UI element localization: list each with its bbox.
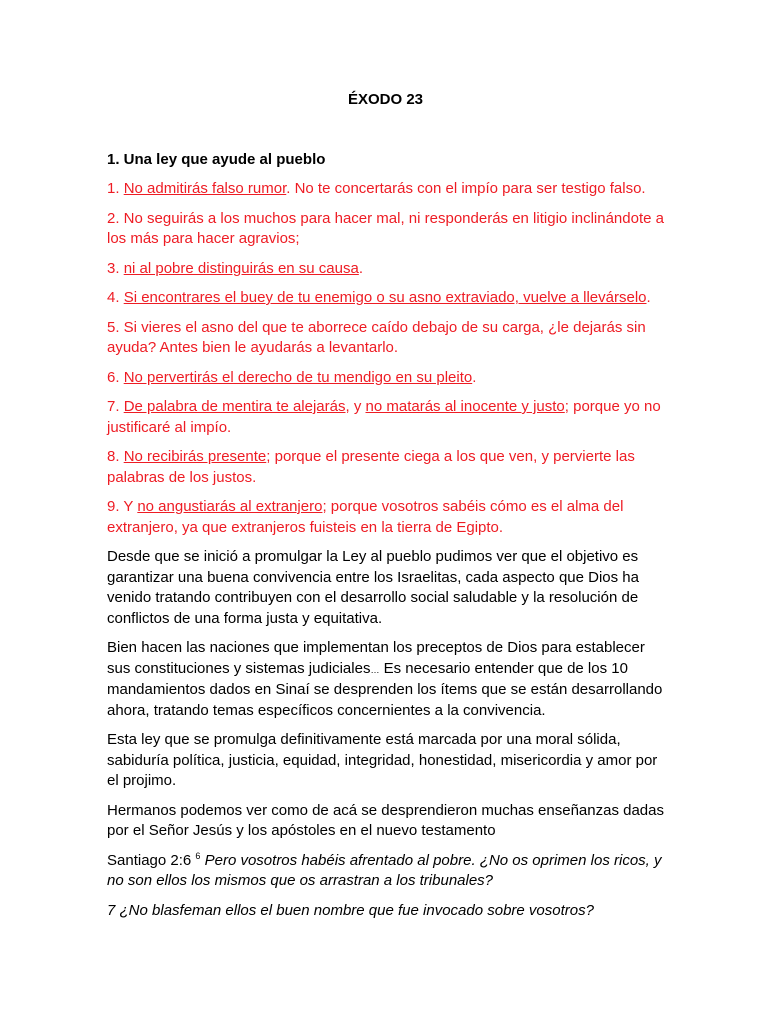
verse-mark: 6 [195,850,201,861]
document-title: ÉXODO 23 [347,91,424,108]
underlined-phrase: No recibirás presente [123,448,267,465]
item-text: . No te concertarás con el impío para ser testigo falso. [286,180,646,197]
body-paragraph-4: Hermanos podemos ver como de acá se desprendieron muchas enseñanzas dadas por el Señor Jesús y los apóstoles en el nuevo testamento [107,801,664,839]
item-text: ; porque vosotros sabéis cómo es el alma del extranjero, ya que extranjeros fuisteis en la tierra de Egipto. [107,498,624,536]
list-item-3 [107,259,664,280]
item-text: 1. [107,180,124,197]
item-text: 7. [107,398,124,415]
underlined-phrase: No pervertirás el derecho de tu mendigo en su pleito [123,368,473,386]
item-text: ; porque el presente ciega a los que ven, y pervierte las palabras de los justos. [107,448,635,486]
ellipsis: … [370,664,380,675]
item-text: , y [345,398,366,415]
item-text: . [358,259,364,277]
list-item-5 [107,318,664,359]
list-item-6 [107,368,664,389]
underlined-phrase: no matarás al inocente y justo [365,398,565,415]
item-text: 9. Y [107,498,138,515]
underlined-phrase: no angustiarás al extranjero [137,498,323,515]
list-item-2 [107,209,664,250]
list-item-8 [107,447,664,488]
scripture-quote [107,851,664,892]
item-text: 6. [107,368,124,386]
paragraph-text: Bien hacen las naciones que implementan los preceptos de Dios para establecer sus constituciones y sistemas judiciales [107,639,645,677]
item-text: 2. No seguirás a los muchos para hacer mal, ni responderás en litigio inclinándote a los más para hacer agravios; [107,209,664,247]
item-text: . [646,289,651,306]
scripture-reference: Santiago 2:6 [107,851,192,869]
scripture-verse-7: 7 ¿No blasfeman ellos el buen nombre que fue invocado sobre vosotros? [107,901,594,919]
item-text: 8. [107,448,124,465]
scripture-text: Pero vosotros habéis afrentado al pobre. ¿No os oprimen los ricos, y no son ellos los mismos que os arrastran a los tribunales? [107,851,662,889]
item-text: ; porque yo no justificaré al impío. [107,398,661,436]
list-item-1 [107,179,664,200]
item-text: 4. [107,289,124,306]
list-item-4 [107,288,664,309]
list-item-7 [107,397,664,438]
item-text: . [472,368,477,386]
body-paragraph-3: Esta ley que se promulga definitivamente está marcada por una moral sólida, sabiduría política, justicia, equidad, integridad, honestidad, misericordia y amor por el projimo. [107,731,658,789]
underlined-phrase: De palabra de mentira te alejarás [123,398,346,415]
paragraph-text: Es necesario entender que de los 10 mandamientos dados en Sinaí se desprenden los ítems que se están desarrollando ahora, tratando temas específicos concernientes a la convivencia. [107,659,663,719]
underlined-phrase: Si encontrares el buey de tu enemigo o su asno extraviado, vuelve a llevárselo [123,289,647,306]
item-text: 5. Si vieres el asno del que te aborrece caído debajo de su carga, ¿le dejarás sin ayuda? Antes bien le ayudarás a levantarlo. [107,318,646,356]
underlined-phrase: ni al pobre distinguirás en su causa [123,259,359,277]
body-paragraph-1: Desde que se inició a promulgar la Ley al pueblo pudimos ver que el objetivo es garantizar una buena convivencia entre los Israelitas, cada aspecto que Dios ha venido tratando contribuyen con el desarrollo social saludable y la resolución de conflictos de una forma justa y equitativa. [107,548,639,627]
underlined-phrase: No admitirás falso rumor [123,180,287,197]
body-paragraph-2 [107,638,664,721]
list-item-9 [107,497,664,538]
section-heading: 1. Una ley que ayude al pueblo [107,151,326,168]
item-text: 3. [107,259,124,277]
